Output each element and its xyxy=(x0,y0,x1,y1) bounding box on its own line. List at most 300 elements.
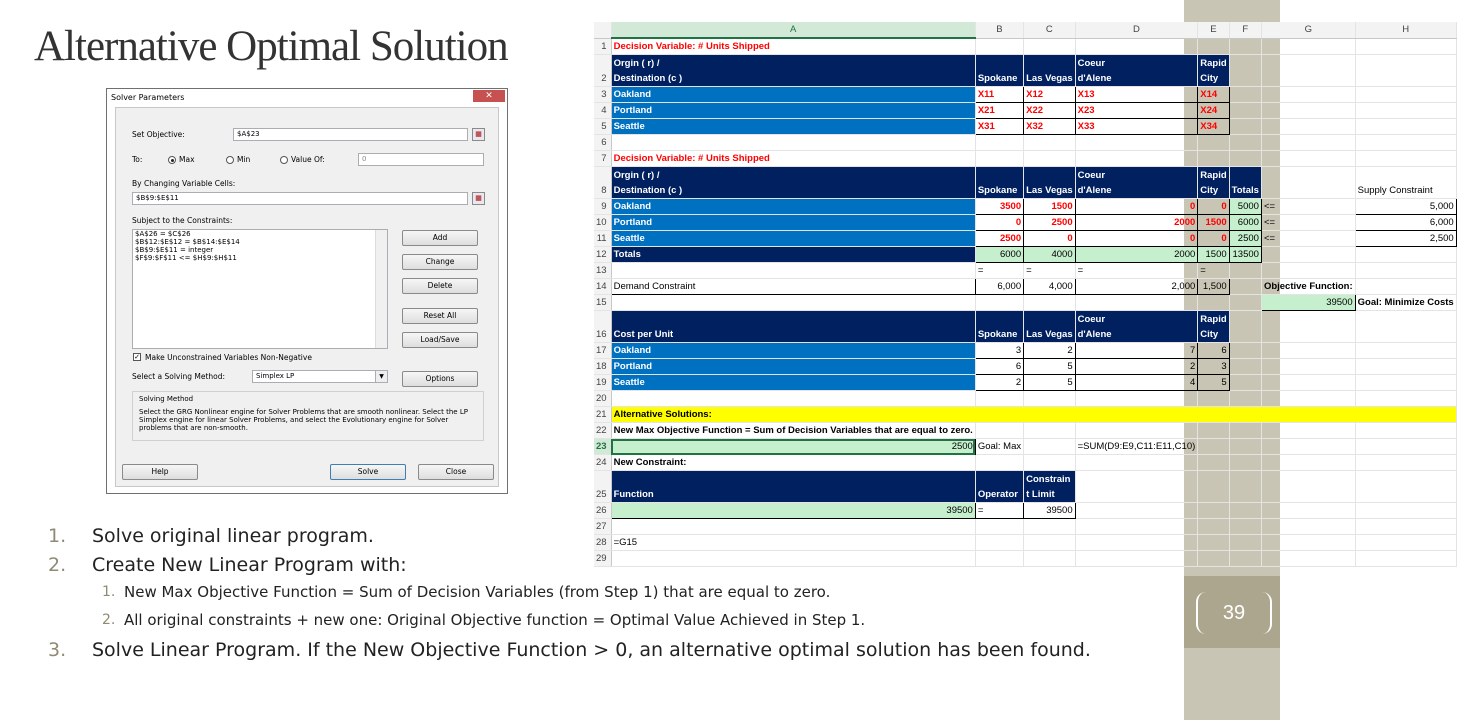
sheet-cell[interactable]: 2,500 xyxy=(1355,231,1456,247)
sheet-cell[interactable]: 13500 xyxy=(1229,247,1261,263)
sheet-cell[interactable]: Totals xyxy=(611,247,975,263)
sheet-cell[interactable]: 5,000 xyxy=(1355,199,1456,215)
sheet-cell[interactable] xyxy=(1355,247,1456,263)
sheet-cell[interactable] xyxy=(1261,119,1355,135)
sheet-cell[interactable]: New Max Objective Function = Sum of Decision Variables that are equal to zero. xyxy=(611,423,975,439)
sheet-cell[interactable]: <= xyxy=(1261,231,1355,247)
changing-cells-input[interactable]: $B$9:$E$11 xyxy=(132,192,468,205)
sheet-cell[interactable]: 4 xyxy=(1075,375,1198,391)
row-header[interactable]: 15 xyxy=(594,295,611,311)
sheet-cell[interactable]: Constrain t Limit xyxy=(1024,471,1075,503)
sheet-cell[interactable]: 4000 xyxy=(1024,247,1075,263)
sheet-cell[interactable] xyxy=(1229,343,1261,359)
sheet-cell[interactable] xyxy=(1355,343,1456,359)
sheet-row xyxy=(594,423,1456,439)
sheet-cell[interactable] xyxy=(975,295,1023,311)
bullet-item xyxy=(48,553,1178,577)
bullet-text: Create New Linear Program with: xyxy=(92,554,407,576)
sheet-cell[interactable] xyxy=(1198,391,1229,407)
sheet-cell[interactable]: 1500 xyxy=(1024,199,1075,215)
sheet-cell[interactable]: X22 xyxy=(1024,103,1075,119)
sheet-cell[interactable]: X12 xyxy=(1024,87,1075,103)
row-header[interactable]: 25 xyxy=(594,471,611,503)
sheet-cell[interactable]: 0 xyxy=(1075,231,1198,247)
sheet-cell[interactable]: Decision Variable: # Units Shipped xyxy=(611,38,975,55)
sheet-cell[interactable] xyxy=(1261,423,1355,439)
sheet-cell[interactable]: X32 xyxy=(1024,119,1075,135)
sheet-cell[interactable] xyxy=(1024,391,1075,407)
sheet-cell[interactable] xyxy=(1024,455,1075,471)
sheet-cell[interactable] xyxy=(1261,55,1355,87)
cell-picker-icon[interactable]: ▦ xyxy=(472,192,485,205)
sheet-cell[interactable] xyxy=(1198,551,1229,567)
row-header[interactable]: 14 xyxy=(594,279,611,295)
sheet-cell[interactable] xyxy=(1229,311,1261,343)
sheet-cell[interactable] xyxy=(1355,119,1456,135)
sheet-cell[interactable]: Rapid City xyxy=(1198,55,1229,87)
sheet-cell[interactable]: Portland xyxy=(611,103,975,119)
sheet-cell[interactable]: Seattle xyxy=(611,231,975,247)
dialog-title: Solver Parameters xyxy=(111,93,185,102)
sheet-cell[interactable] xyxy=(1229,119,1261,135)
sheet-cell[interactable] xyxy=(1261,439,1355,455)
sheet-cell[interactable]: Alternative Solutions: xyxy=(611,407,1456,423)
sheet-cell[interactable] xyxy=(1198,519,1229,535)
sheet-cell[interactable]: = xyxy=(1198,263,1229,279)
sheet-row xyxy=(594,295,1456,311)
sheet-cell[interactable] xyxy=(1229,551,1261,567)
sheet-cell[interactable] xyxy=(975,151,1023,167)
constraint-item[interactable]: $A$26 = $C$26 xyxy=(135,230,191,238)
sheet-cell[interactable]: 5 xyxy=(1024,359,1075,375)
row-header[interactable]: 27 xyxy=(594,519,611,535)
sheet-cell[interactable]: Coeur d'Alene xyxy=(1075,311,1198,343)
sheet-row xyxy=(594,391,1456,407)
row-header[interactable]: 4 xyxy=(594,103,611,119)
sheet-cell[interactable]: 6 xyxy=(975,359,1023,375)
sheet-cell[interactable]: X33 xyxy=(1075,119,1198,135)
sheet-cell[interactable] xyxy=(1198,38,1229,55)
sheet-cell[interactable] xyxy=(1075,135,1198,151)
sheet-cell[interactable] xyxy=(1198,423,1229,439)
sheet-cell[interactable] xyxy=(1229,295,1261,311)
sheet-cell[interactable]: Function xyxy=(611,471,975,503)
sheet-cell[interactable]: 5 xyxy=(1198,375,1229,391)
solver-parameters-dialog xyxy=(106,88,508,494)
sheet-cell[interactable] xyxy=(1198,471,1229,503)
sheet-cell[interactable] xyxy=(1261,503,1355,519)
sheet-cell[interactable] xyxy=(975,391,1023,407)
sheet-cell[interactable] xyxy=(1229,455,1261,471)
sheet-cell[interactable] xyxy=(1355,503,1456,519)
add-button[interactable]: Add xyxy=(402,230,478,246)
sheet-cell[interactable] xyxy=(611,295,975,311)
sheet-row xyxy=(594,455,1456,471)
sheet-cell[interactable] xyxy=(1261,519,1355,535)
sheet-cell[interactable] xyxy=(1355,359,1456,375)
sheet-cell[interactable] xyxy=(1198,439,1229,455)
sheet-cell[interactable]: 2000 xyxy=(1075,247,1198,263)
sheet-row xyxy=(594,471,1456,503)
row-header[interactable]: 23 xyxy=(594,439,611,455)
sheet-cell[interactable]: Las Vegas xyxy=(1024,311,1075,343)
sheet-cell[interactable]: Goal: Max xyxy=(975,439,1023,455)
sheet-cell[interactable] xyxy=(1355,103,1456,119)
sheet-cell[interactable]: Spokane xyxy=(975,167,1023,199)
row-header[interactable]: 21 xyxy=(594,407,611,423)
sheet-cell[interactable]: Goal: Minimize Costs xyxy=(1355,295,1456,311)
sheet-cell[interactable] xyxy=(1355,471,1456,503)
sheet-cell[interactable]: Oakland xyxy=(611,199,975,215)
row-header[interactable]: 19 xyxy=(594,375,611,391)
sheet-cell[interactable] xyxy=(1229,535,1261,551)
sheet-cell[interactable]: Portland xyxy=(611,215,975,231)
delete-button[interactable]: Delete xyxy=(402,278,478,294)
sheet-cell[interactable] xyxy=(1229,135,1261,151)
cell-picker-icon[interactable]: ▦ xyxy=(472,128,485,141)
sheet-cell[interactable] xyxy=(1261,551,1355,567)
sheet-cell[interactable] xyxy=(1229,471,1261,503)
sheet-cell[interactable] xyxy=(1024,439,1075,455)
sheet-cell[interactable]: Las Vegas xyxy=(1024,167,1075,199)
sheet-cell[interactable]: X31 xyxy=(975,119,1023,135)
sheet-cell[interactable] xyxy=(1355,391,1456,407)
row-header[interactable]: 7 xyxy=(594,151,611,167)
sheet-cell[interactable] xyxy=(1355,455,1456,471)
sheet-cell[interactable] xyxy=(1229,38,1261,55)
sheet-cell[interactable]: Orgin ( r) / Destination (c ) xyxy=(611,55,975,87)
sheet-cell[interactable] xyxy=(1075,295,1198,311)
sheet-cell[interactable] xyxy=(1355,151,1456,167)
sheet-cell[interactable] xyxy=(611,135,975,151)
sheet-cell[interactable]: New Constraint: xyxy=(611,455,975,471)
sheet-row xyxy=(594,119,1456,135)
sheet-cell[interactable]: Las Vegas xyxy=(1024,55,1075,87)
sheet-cell[interactable] xyxy=(1355,519,1456,535)
sheet-cell[interactable]: Rapid City xyxy=(1198,311,1229,343)
nonneg-checkbox[interactable]: ✓ xyxy=(134,353,140,361)
sheet-cell[interactable] xyxy=(1075,455,1198,471)
sheet-cell[interactable] xyxy=(1355,263,1456,279)
sheet-cell[interactable]: Cost per Unit xyxy=(611,311,975,343)
column-header[interactable]: D xyxy=(1075,22,1198,38)
sheet-cell[interactable]: 3500 xyxy=(975,199,1023,215)
sheet-cell[interactable]: 2500 xyxy=(1024,215,1075,231)
sheet-cell[interactable] xyxy=(1355,135,1456,151)
constraint-item[interactable]: $B$12:$E$12 = $B$14:$E$14 xyxy=(135,238,240,246)
sheet-cell[interactable] xyxy=(1355,311,1456,343)
sheet-cell[interactable]: 0 xyxy=(1198,231,1229,247)
sheet-cell[interactable] xyxy=(1355,55,1456,87)
row-header[interactable]: 28 xyxy=(594,535,611,551)
sheet-cell[interactable] xyxy=(1261,167,1355,199)
sheet-cell[interactable] xyxy=(975,38,1023,55)
sheet-cell[interactable] xyxy=(1355,439,1456,455)
sheet-cell[interactable]: 6,000 xyxy=(1355,215,1456,231)
sheet-cell[interactable] xyxy=(1261,471,1355,503)
sheet-cell[interactable]: Orgin ( r) / Destination (c ) xyxy=(611,167,975,199)
row-header[interactable]: 18 xyxy=(594,359,611,375)
sheet-cell[interactable] xyxy=(1075,391,1198,407)
sheet-cell[interactable]: 0 xyxy=(1198,199,1229,215)
sheet-cell[interactable] xyxy=(1075,503,1198,519)
sheet-cell[interactable] xyxy=(1229,359,1261,375)
sheet-cell[interactable]: 0 xyxy=(1024,231,1075,247)
sheet-cell[interactable] xyxy=(1261,247,1355,263)
select-all-corner[interactable] xyxy=(594,22,611,38)
sheet-cell[interactable] xyxy=(1261,343,1355,359)
sheet-cell[interactable] xyxy=(1229,103,1261,119)
sheet-cell[interactable] xyxy=(1198,503,1229,519)
sheet-cell[interactable] xyxy=(1355,551,1456,567)
sheet-cell[interactable] xyxy=(1229,151,1261,167)
sheet-cell[interactable] xyxy=(1261,391,1355,407)
sheet-cell[interactable]: 5000 xyxy=(1229,199,1261,215)
sheet-cell[interactable]: X14 xyxy=(1198,87,1229,103)
sheet-cell[interactable] xyxy=(1198,295,1229,311)
dialog-body xyxy=(115,107,499,487)
sheet-cell[interactable]: <= xyxy=(1261,215,1355,231)
constraints-list[interactable] xyxy=(132,229,388,349)
row-header[interactable]: 20 xyxy=(594,391,611,407)
sheet-cell[interactable]: = xyxy=(975,263,1023,279)
sub-bullet-item xyxy=(48,610,1178,630)
sheet-row xyxy=(594,247,1456,263)
sheet-cell[interactable] xyxy=(611,391,975,407)
sheet-cell[interactable] xyxy=(1261,151,1355,167)
min-radio[interactable] xyxy=(226,156,234,164)
row-header[interactable]: 24 xyxy=(594,455,611,471)
solving-method-select[interactable] xyxy=(252,370,388,383)
sheet-cell[interactable] xyxy=(1355,279,1456,295)
sheet-cell[interactable]: 39500 xyxy=(1261,295,1355,311)
sheet-cell[interactable] xyxy=(1024,295,1075,311)
sheet-cell[interactable]: Rapid City xyxy=(1198,167,1229,199)
sheet-cell[interactable]: 3 xyxy=(1198,359,1229,375)
sheet-cell[interactable] xyxy=(1024,135,1075,151)
sheet-cell[interactable]: <= xyxy=(1261,199,1355,215)
sheet-cell[interactable]: 2 xyxy=(1024,343,1075,359)
sheet-cell[interactable]: 2500 xyxy=(1229,231,1261,247)
sheet-cell[interactable] xyxy=(1229,391,1261,407)
constraint-item[interactable]: $F$9:$F$11 <= $H$9:$H$11 xyxy=(135,254,237,262)
change-button[interactable]: Change xyxy=(402,254,478,270)
constraints-scrollbar[interactable] xyxy=(375,230,387,348)
sheet-cell[interactable]: = xyxy=(1024,263,1075,279)
sheet-cell[interactable]: =G15 xyxy=(611,535,975,551)
method-label: Select a Solving Method: xyxy=(132,372,226,381)
column-header[interactable]: A xyxy=(611,22,975,38)
sheet-cell[interactable] xyxy=(1355,535,1456,551)
sheet-cell[interactable]: 6 xyxy=(1198,343,1229,359)
sheet-cell[interactable] xyxy=(1261,311,1355,343)
sheet-cell[interactable] xyxy=(1024,423,1075,439)
sheet-cell[interactable]: Oakland xyxy=(611,87,975,103)
sheet-cell[interactable]: 2500 xyxy=(975,231,1023,247)
row-header[interactable]: 6 xyxy=(594,135,611,151)
constraints-label: Subject to the Constraints: xyxy=(132,216,233,225)
sheet-cell[interactable]: X11 xyxy=(975,87,1023,103)
sheet-cell[interactable] xyxy=(1355,423,1456,439)
sheet-cell[interactable]: 39500 xyxy=(611,503,975,519)
sheet-cell[interactable] xyxy=(1355,375,1456,391)
row-header[interactable]: 10 xyxy=(594,215,611,231)
sheet-cell[interactable] xyxy=(1261,359,1355,375)
load-save-button[interactable]: Load/Save xyxy=(402,332,478,348)
row-header[interactable]: 1 xyxy=(594,38,611,55)
sub-bullet-item xyxy=(48,582,1178,602)
sheet-cell[interactable]: Coeur d'Alene xyxy=(1075,55,1198,87)
row-header[interactable]: 26 xyxy=(594,503,611,519)
sheet-cell[interactable]: = xyxy=(1075,263,1198,279)
sheet-cell[interactable] xyxy=(1355,87,1456,103)
sheet-cell[interactable] xyxy=(1024,38,1075,55)
sheet-cell[interactable]: 1,500 xyxy=(1198,279,1229,295)
column-header[interactable]: F xyxy=(1229,22,1261,38)
sheet-cell[interactable]: 0 xyxy=(1075,199,1198,215)
sheet-cell[interactable]: Seattle xyxy=(611,375,975,391)
sheet-cell[interactable]: = xyxy=(975,503,1023,519)
sheet-cell[interactable] xyxy=(975,455,1023,471)
sheet-cell[interactable]: 6000 xyxy=(975,247,1023,263)
constraint-item[interactable]: $B$9:$E$11 = integer xyxy=(135,246,214,254)
sheet-cell[interactable] xyxy=(975,423,1023,439)
sheet-cell[interactable] xyxy=(1024,151,1075,167)
sheet-row xyxy=(594,407,1456,423)
sheet-row xyxy=(594,38,1456,55)
sheet-cell[interactable] xyxy=(1075,423,1198,439)
sheet-cell[interactable] xyxy=(1229,375,1261,391)
sheet-cell[interactable] xyxy=(1229,87,1261,103)
sheet-cell[interactable]: Spokane xyxy=(975,311,1023,343)
column-header[interactable]: G xyxy=(1261,22,1355,38)
row-header[interactable]: 5 xyxy=(594,119,611,135)
sheet-cell[interactable] xyxy=(1261,535,1355,551)
sheet-cell[interactable] xyxy=(1229,503,1261,519)
value-of-radio[interactable] xyxy=(280,156,288,164)
column-header[interactable]: H xyxy=(1355,22,1456,38)
sheet-cell[interactable]: 1500 xyxy=(1198,247,1229,263)
sheet-cell[interactable]: 7 xyxy=(1075,343,1198,359)
sheet-cell[interactable]: Supply Constraint xyxy=(1355,167,1456,199)
row-header[interactable]: 11 xyxy=(594,231,611,247)
sheet-cell[interactable] xyxy=(1075,38,1198,55)
sheet-cell[interactable]: Decision Variable: # Units Shipped xyxy=(611,151,975,167)
options-button[interactable]: Options xyxy=(402,371,478,387)
sheet-cell[interactable]: Spokane xyxy=(975,55,1023,87)
row-header[interactable]: 17 xyxy=(594,343,611,359)
sheet-cell[interactable] xyxy=(1261,103,1355,119)
solving-method-description: Select the GRG Nonlinear engine for Solver Problems that are smooth nonlinear. Select the LP Simplex engine for linear Solver Problems, and select the Evolutionary engine for Solver problems that are non-smooth. xyxy=(139,408,468,432)
sheet-cell[interactable] xyxy=(1261,455,1355,471)
changing-cells-label: By Changing Variable Cells: xyxy=(132,179,236,188)
sheet-cell[interactable]: 6000 xyxy=(1229,215,1261,231)
sheet-cell[interactable] xyxy=(611,263,975,279)
sheet-cell[interactable] xyxy=(1261,263,1355,279)
sheet-cell[interactable]: Demand Constraint xyxy=(611,279,975,295)
sheet-cell[interactable]: 2000 xyxy=(1075,215,1198,231)
row-header[interactable]: 3 xyxy=(594,87,611,103)
sheet-cell[interactable]: 3 xyxy=(975,343,1023,359)
sheet-cell[interactable]: X34 xyxy=(1198,119,1229,135)
value-of-input[interactable]: 0 xyxy=(358,153,484,166)
row-header[interactable]: 16 xyxy=(594,311,611,343)
sheet-cell[interactable]: 2 xyxy=(975,375,1023,391)
sheet-cell[interactable]: 2500 xyxy=(611,439,975,455)
spreadsheet-grid xyxy=(594,22,1457,567)
sheet-cell[interactable] xyxy=(1229,55,1261,87)
sheet-cell[interactable] xyxy=(1261,38,1355,55)
sheet-cell[interactable] xyxy=(1261,135,1355,151)
reset-all-button[interactable]: Reset All xyxy=(402,308,478,324)
set-objective-input[interactable]: $A$23 xyxy=(233,128,468,141)
sheet-cell[interactable] xyxy=(1198,151,1229,167)
sheet-cell[interactable]: Portland xyxy=(611,359,975,375)
sheet-cell[interactable]: Oakland xyxy=(611,343,975,359)
row-header[interactable]: 2 xyxy=(594,55,611,87)
sheet-cell[interactable] xyxy=(1261,375,1355,391)
sheet-cell[interactable] xyxy=(1261,87,1355,103)
sheet-cell[interactable]: Operator xyxy=(975,471,1023,503)
sheet-cell[interactable]: 6,000 xyxy=(975,279,1023,295)
sheet-cell[interactable]: 1500 xyxy=(1198,215,1229,231)
sheet-cell[interactable] xyxy=(1229,263,1261,279)
sheet-cell[interactable]: 39500 xyxy=(1024,503,1075,519)
sheet-cell[interactable] xyxy=(1075,151,1198,167)
sheet-cell[interactable]: 2 xyxy=(1075,359,1198,375)
sheet-cell[interactable]: X24 xyxy=(1198,103,1229,119)
help-button[interactable]: Help xyxy=(122,464,198,480)
sheet-cell[interactable] xyxy=(1355,38,1456,55)
row-header[interactable]: 8 xyxy=(594,167,611,199)
max-radio[interactable] xyxy=(168,156,176,164)
solve-button[interactable]: Solve xyxy=(330,464,406,480)
sheet-cell[interactable]: Seattle xyxy=(611,119,975,135)
sheet-cell[interactable]: =SUM(D9:E9,C11:E11,C10) xyxy=(1075,439,1198,455)
sheet-cell[interactable]: Totals xyxy=(1229,167,1261,199)
column-header[interactable]: E xyxy=(1198,22,1229,38)
row-header[interactable]: 9 xyxy=(594,199,611,215)
sheet-cell[interactable]: X21 xyxy=(975,103,1023,119)
sheet-cell[interactable] xyxy=(1229,423,1261,439)
chevron-down-icon[interactable]: ▼ xyxy=(375,371,387,382)
sheet-cell[interactable]: X13 xyxy=(1075,87,1198,103)
sheet-cell[interactable]: Coeur d'Alene xyxy=(1075,167,1198,199)
row-header[interactable]: 12 xyxy=(594,247,611,263)
row-header[interactable]: 22 xyxy=(594,423,611,439)
sheet-cell[interactable]: 0 xyxy=(975,215,1023,231)
close-icon[interactable]: ✕ xyxy=(473,90,505,102)
sheet-cell[interactable] xyxy=(975,135,1023,151)
sheet-cell[interactable] xyxy=(1198,455,1229,471)
row-header[interactable]: 13 xyxy=(594,263,611,279)
row-header[interactable]: 29 xyxy=(594,551,611,567)
sheet-cell[interactable] xyxy=(1229,519,1261,535)
sheet-cell[interactable] xyxy=(1198,535,1229,551)
sheet-cell[interactable]: Objective Function: xyxy=(1261,279,1355,295)
close-button[interactable]: Close xyxy=(418,464,494,480)
sheet-cell[interactable]: 4,000 xyxy=(1024,279,1075,295)
sheet-cell[interactable] xyxy=(1229,439,1261,455)
column-header[interactable]: B xyxy=(975,22,1023,38)
sheet-cell[interactable] xyxy=(1229,279,1261,295)
sheet-cell[interactable]: 2,000 xyxy=(1075,279,1198,295)
column-header[interactable]: C xyxy=(1024,22,1075,38)
sheet-cell[interactable] xyxy=(1075,471,1198,503)
sheet-cell[interactable]: 5 xyxy=(1024,375,1075,391)
sheet-cell[interactable] xyxy=(1198,135,1229,151)
sheet-cell[interactable]: X23 xyxy=(1075,103,1198,119)
